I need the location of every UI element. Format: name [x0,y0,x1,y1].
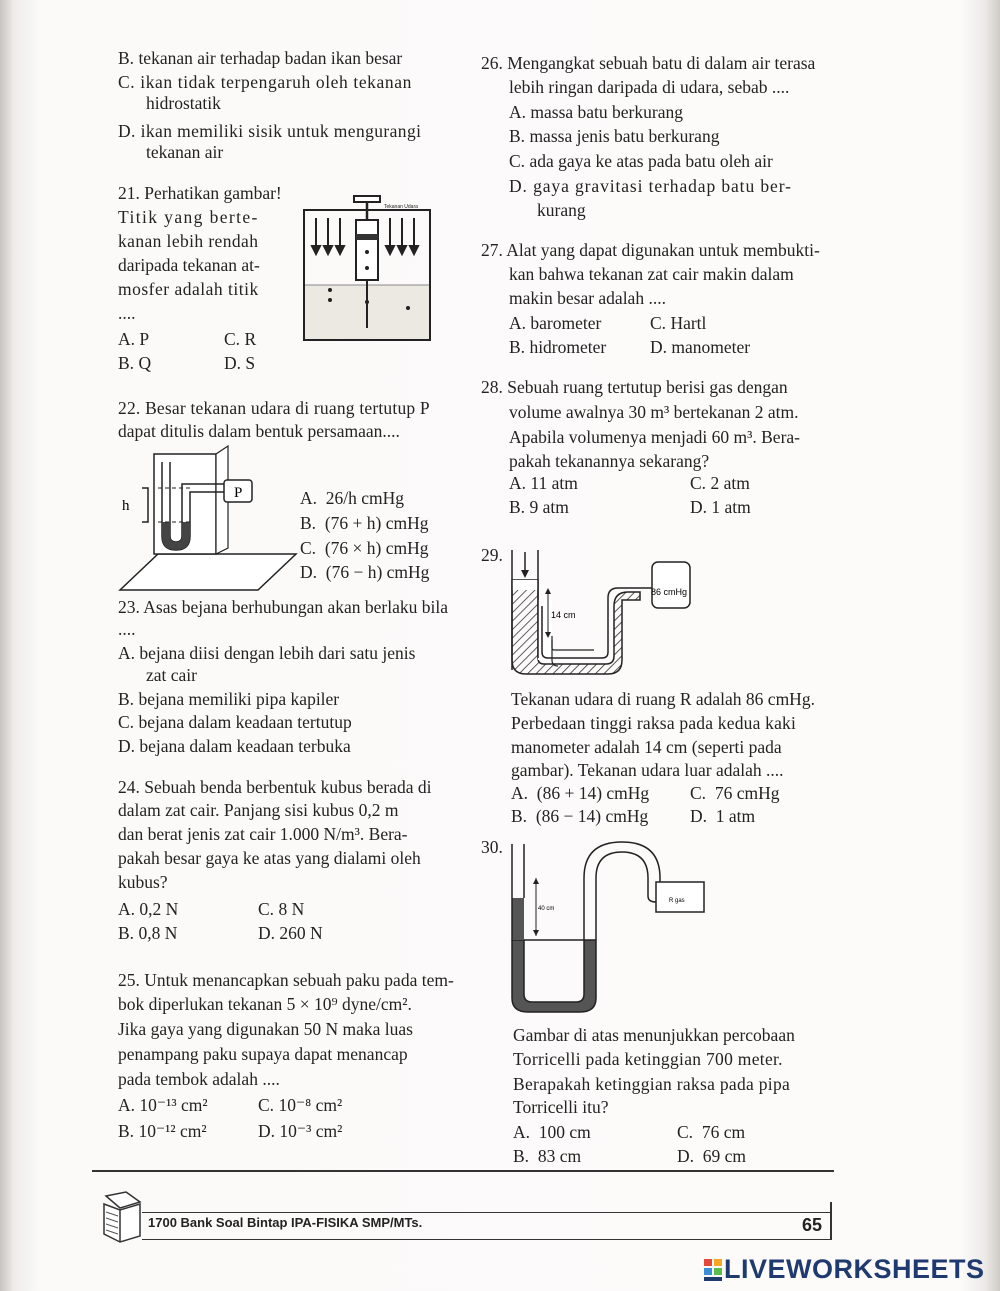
liveworksheets-logo-icon [704,1259,722,1281]
q20-option-c-cont: hidrostatik [146,93,221,113]
q23-option-c: C. bejana dalam keadaan tertutup [118,712,352,732]
q20-option-d: D. ikan memiliki sisik untuk mengurangi [118,121,422,141]
q21-line-3: kanan lebih rendah [118,231,259,251]
q28-line-2: volume awalnya 30 m³ bertekanan 2 atm. [509,402,799,422]
footer-bar-end [830,1202,832,1240]
q20-option-d-cont: tekanan air [146,142,224,162]
q29-option-b: B. (86 − 14) cmHg [511,806,649,826]
q27-line-2: kan bahwa tekanan zat cair makin dalam [509,264,794,284]
q24-option-a: A. 0,2 N [118,899,179,919]
q27-option-a: A. barometer [509,313,602,333]
q20-option-b: B. tekanan air terhadap badan ikan besar [118,48,403,68]
q22-option-c: C. (76 × h) cmHg [300,538,429,558]
q28-line-4: pakah tekanannya sekarang? [509,451,710,471]
q26-option-c: C. ada gaya ke atas pada batu oleh air [509,151,773,171]
q28-option-a: A. 11 atm [509,473,578,493]
q29-gas-label: 86 cmHg [651,587,688,597]
q20-option-c: C. ikan tidak terpengaruh oleh tekanan [118,72,412,92]
q24-line-1: 24. Sebuah benda berbentuk kubus berada di [118,777,432,797]
q28-option-c: C. 2 atm [690,473,750,493]
q27-line-1: 27. Alat yang dapat digunakan untuk membukti- [481,240,820,260]
q21-figure [296,190,436,350]
liveworksheets-watermark: LIVEWORKSHEETS [724,1254,985,1284]
q24-option-d: D. 260 N [258,923,323,943]
q30-line-3: Berapakah ketinggian raksa pada pipa [513,1074,791,1094]
q30-option-c: C. 76 cm [677,1122,746,1142]
q29-line-1: Tekanan udara di ruang R adalah 86 cmHg. [511,689,815,709]
q28-option-b: B. 9 atm [509,497,569,517]
q21-figure-label: Tekanan Udara [384,204,418,210]
q29-figure [508,540,708,680]
q29-line-4: gambar). Tekanan udara luar adalah .... [511,760,784,780]
q30-option-b: B. 83 cm [513,1146,582,1166]
q22-figure-h-label: h [122,498,130,514]
q27-option-b: B. hidrometer [509,337,607,357]
q27-line-3: makin besar adalah .... [509,288,666,308]
footer-rule [92,1170,834,1172]
q23-line-1: 23. Asas bejana berhubungan akan berlaku bila [118,597,448,617]
q22-line-1: 22. Besar tekanan udara di ruang tertutup P [118,398,430,418]
q30-option-a: A. 100 cm [513,1122,591,1142]
q21-option-a: A. P [118,329,150,349]
q21-line-6: .... [118,303,136,323]
q29-line-3: manometer adalah 14 cm (seperti pada [511,737,782,757]
q26-option-a: A. massa batu berkurang [509,102,683,122]
q28-line-3: Apabila volumenya menjadi 60 m³. Bera- [509,427,800,447]
q26-option-d-cont: kurang [537,200,586,220]
q22-option-d: D. (76 − h) cmHg [300,562,430,582]
q21-line-4: daripada tekanan at- [118,255,260,275]
q25-line-1: 25. Untuk menancapkan sebuah paku pada tem- [118,970,454,990]
q30-number: 30. [481,837,503,857]
q24-line-5: kubus? [118,872,168,892]
q23-option-d: D. bejana dalam keadaan terbuka [118,736,351,756]
q22-option-b: B. (76 + h) cmHg [300,513,429,533]
q23-option-a: A. bejana diisi dengan lebih dari satu jenis [118,643,416,663]
q21-line-5: mosfer adalah titik [118,279,259,299]
q30-line-1: Gambar di atas menunjukkan percobaan [513,1025,795,1045]
book-icon [100,1188,146,1244]
q21-line-2: Titik yang berte- [118,207,259,227]
q25-line-4: penampang paku supaya dapat menancap [118,1044,408,1064]
q21-option-d: D. S [224,353,256,373]
q29-line-2: Perbedaan tinggi raksa pada kedua kaki [511,713,797,733]
q27-option-d: D. manometer [650,337,751,357]
q22-option-a: A. 26/h cmHg [300,488,405,508]
q30-height-label: 40 cm [538,906,555,912]
q30-line-2: Torricelli pada ketinggian 700 meter. [513,1049,783,1069]
q24-option-c: C. 8 N [258,899,305,919]
q30-gas-label: R gas [669,898,685,904]
q24-option-b: B. 0,8 N [118,923,178,943]
q29-option-a: A. (86 + 14) cmHg [511,783,650,803]
q30-line-4: Torricelli itu? [513,1097,609,1117]
q23-option-a-cont: zat cair [146,665,197,685]
q26-option-b: B. massa jenis batu berkurang [509,126,720,146]
q25-line-3: Jika gaya yang digunakan 50 N maka luas [118,1019,413,1039]
q26-option-d: D. gaya gravitasi terhadap batu ber- [509,176,792,196]
q28-option-d: D. 1 atm [690,497,751,517]
q21-line-1: 21. Perhatikan gambar! [118,183,282,203]
q22-figure-p-label: P [234,485,243,501]
footer-book-title: 1700 Bank Soal Bintap IPA-FISIKA SMP/MTs. [148,1215,423,1230]
q22-line-2: dapat ditulis dalam bentuk persamaan.... [118,421,400,441]
q30-option-d: D. 69 cm [677,1146,747,1166]
q29-height-label: 14 cm [551,610,576,620]
q28-line-1: 28. Sebuah ruang tertutup berisi gas dengan [481,377,788,397]
q24-line-4: pakah besar gaya ke atas yang dialami oleh [118,848,421,868]
q25-option-c: C. 10⁻⁸ cm² [258,1095,343,1115]
q25-option-d: D. 10⁻³ cm² [258,1121,343,1141]
q23-option-b: B. bejana memiliki pipa kapiler [118,689,340,709]
page-number: 65 [802,1215,823,1235]
q24-line-3: dan berat jenis zat cair 1.000 N/m³. Bera- [118,824,408,844]
q25-line-2: bok diperlukan tekanan 5 × 10⁹ dyne/cm². [118,994,412,1014]
q21-option-c: C. R [224,329,257,349]
q29-option-d: D. 1 atm [690,806,756,826]
q26-line-2: lebih ringan daripada di udara, sebab .... [509,77,790,97]
q27-option-c: C. Hartl [650,313,707,333]
q24-line-2: dalam zat cair. Panjang sisi kubus 0,2 m [118,800,399,820]
q29-option-c: C. 76 cmHg [690,783,780,803]
q25-line-5: pada tembok adalah .... [118,1069,280,1089]
q25-option-a: A. 10⁻¹³ cm² [118,1095,208,1115]
q23-line-2: .... [118,619,136,639]
q30-figure [506,838,716,1018]
q21-option-b: B. Q [118,353,152,373]
q25-option-b: B. 10⁻¹² cm² [118,1121,207,1141]
q26-line-1: 26. Mengangkat sebuah batu di dalam air terasa [481,53,816,73]
q22-figure [118,452,298,592]
q29-number: 29. [481,545,503,565]
